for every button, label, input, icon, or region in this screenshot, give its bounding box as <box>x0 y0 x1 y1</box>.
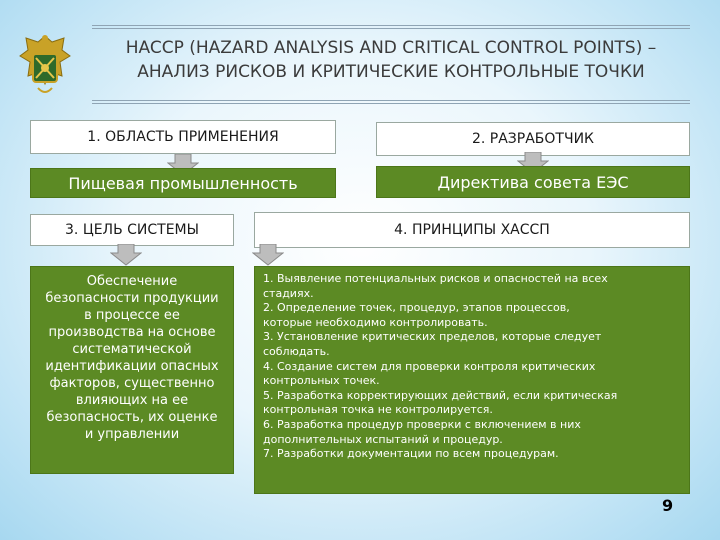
title-line-2: АНАЛИЗ РИСКОВ И КРИТИЧЕСКИЕ КОНТРОЛЬНЫЕ ТОЧКИ <box>137 62 645 82</box>
principle-line: стадиях. <box>263 286 314 300</box>
emblem-icon <box>16 32 74 100</box>
goal-line: безопасности продукции <box>45 291 219 306</box>
developer-heading <box>376 122 690 156</box>
goal-line: и управлении <box>84 427 180 442</box>
page-number: 9 <box>662 496 674 515</box>
goal-heading <box>30 214 234 246</box>
principles-heading <box>254 212 690 248</box>
principle-line: 3. Установление критических пределов, которые следует <box>263 330 602 344</box>
scope-heading <box>30 120 336 154</box>
goal-line: идентификации опасных <box>45 359 219 374</box>
scope-heading-label: 1. ОБЛАСТЬ ПРИМЕНЕНИЯ <box>87 129 279 145</box>
goal-line: Обеспечение <box>86 274 178 289</box>
scope-value-label: Пищевая промышленность <box>68 173 298 193</box>
goal-line: производства на основе <box>48 325 216 340</box>
principle-line: 5. Разработка корректирующих действий, если критическая <box>263 388 618 402</box>
scope-value <box>30 168 336 198</box>
goal-line: факторов, существенно <box>49 376 215 391</box>
developer-value-label: Директива совета ЕЭС <box>437 172 629 192</box>
goal-description <box>30 266 234 474</box>
principles-heading-label: 4. ПРИНЦИПЫ ХАССП <box>394 222 550 238</box>
title-line-1: HACCP (HAZARD ANALYSIS AND CRITICAL CONTROL POINTS) – <box>125 38 657 58</box>
principle-line: 6. Разработка процедур проверки с включением в них <box>263 417 581 431</box>
principles-arrow-icon <box>252 244 284 266</box>
top-rule-1 <box>92 25 690 26</box>
goal-line: безопасность, их оценке <box>46 410 218 425</box>
principle-line: соблюдать. <box>263 344 330 358</box>
goal-line: систематической <box>72 342 192 357</box>
principle-line: дополнительных испытаний и процедур. <box>263 432 503 446</box>
goal-arrow-icon <box>110 244 142 266</box>
developer-heading-label: 2. РАЗРАБОТЧИК <box>471 131 594 147</box>
principle-line: 2. Определение точек, процедур, этапов процессов, <box>263 301 570 315</box>
principle-line: контрольная точка не контролируется. <box>263 403 493 417</box>
principle-line: контрольных точек. <box>263 374 380 388</box>
top-rule-2 <box>92 28 690 29</box>
principle-line: 4. Создание систем для проверки контроля критических <box>263 359 596 373</box>
goal-heading-label: 3. ЦЕЛЬ СИСТЕМЫ <box>65 222 199 238</box>
principle-line: 7. Разработки документации по всем процедурам. <box>263 447 559 461</box>
developer-value <box>376 166 690 198</box>
bottom-rule-1 <box>92 100 690 101</box>
principle-line: 1. Выявление потенциальных рисков и опасностей на всех <box>263 272 608 285</box>
principle-line: которые необходимо контролировать. <box>263 315 488 329</box>
principles-list <box>254 266 690 494</box>
bottom-rule-2 <box>92 103 690 104</box>
goal-line: в процессе ее <box>84 308 180 323</box>
goal-line: влияющих на ее <box>75 393 189 408</box>
page-title <box>92 36 690 84</box>
